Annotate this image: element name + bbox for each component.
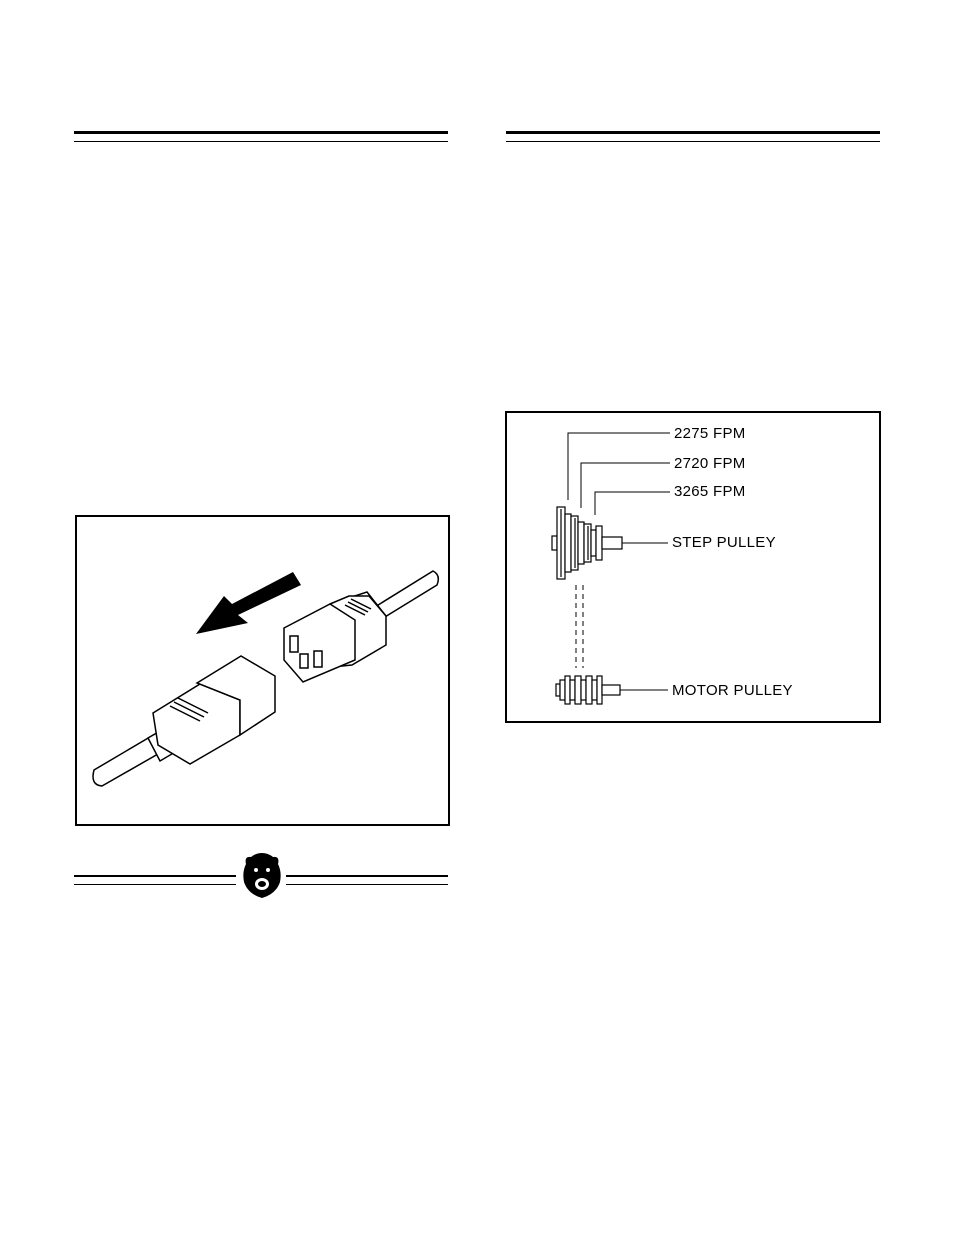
- step-pulley-icon: [552, 507, 622, 579]
- leader-line-2720: [581, 463, 670, 508]
- leader-line-3265: [595, 492, 670, 515]
- speed-label-2720: 2720 FPM: [674, 455, 746, 472]
- leader-line-2275: [568, 433, 670, 500]
- speed-label-2275: 2275 FPM: [674, 425, 746, 442]
- step-pulley-label: STEP PULLEY: [672, 534, 776, 551]
- speed-label-3265: 3265 FPM: [674, 483, 746, 500]
- motor-pulley-label: MOTOR PULLEY: [672, 682, 793, 699]
- motor-pulley-icon: [556, 676, 620, 704]
